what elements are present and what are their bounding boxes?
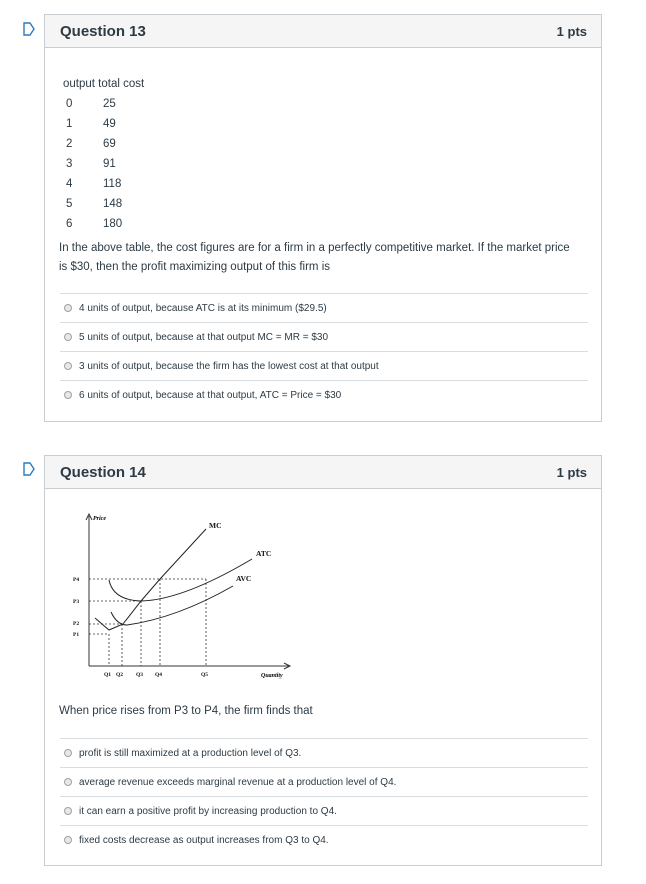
mc-curve bbox=[95, 529, 206, 630]
table-row bbox=[63, 114, 144, 134]
answer-label: 5 units of output, because at that output MC = MR = $30 bbox=[79, 331, 329, 343]
answer-option[interactable] bbox=[60, 767, 588, 796]
cost-value: 25 bbox=[103, 98, 116, 110]
answer-option[interactable] bbox=[60, 825, 588, 854]
cost-value: 69 bbox=[103, 138, 116, 150]
question-13-card bbox=[44, 14, 602, 422]
q1-label: Q1 bbox=[104, 672, 112, 678]
question-text: When price rises from P3 to P4, the firm finds that bbox=[59, 705, 313, 717]
atc-label: ATC bbox=[256, 549, 272, 558]
question-points: 1 pts bbox=[556, 464, 587, 480]
p4-label: P4 bbox=[73, 577, 80, 583]
radio-button[interactable] bbox=[64, 749, 72, 757]
radio-button[interactable] bbox=[64, 362, 72, 370]
output-value: 4 bbox=[66, 178, 73, 190]
table-row bbox=[63, 94, 144, 114]
answer-label: 4 units of output, because ATC is at its minimum ($29.5) bbox=[79, 302, 327, 314]
table-row bbox=[63, 154, 144, 174]
radio-button[interactable] bbox=[64, 333, 72, 341]
cost-value: 118 bbox=[103, 178, 122, 190]
bookmark-flag-icon[interactable] bbox=[22, 462, 36, 476]
output-value: 1 bbox=[66, 118, 73, 130]
output-value: 2 bbox=[66, 138, 73, 150]
output-value: 5 bbox=[66, 198, 73, 210]
answer-option[interactable] bbox=[60, 351, 588, 380]
answer-option[interactable] bbox=[60, 738, 588, 767]
cost-value: 91 bbox=[103, 158, 116, 170]
output-value: 3 bbox=[66, 158, 73, 170]
cost-value: 180 bbox=[103, 218, 123, 230]
p3-label: P3 bbox=[73, 599, 80, 605]
question-14-header bbox=[45, 456, 601, 489]
answer-label: fixed costs decrease as output increases from Q3 to Q4. bbox=[79, 834, 329, 846]
q3-label: Q3 bbox=[136, 672, 144, 678]
question-14-card bbox=[44, 455, 602, 866]
table-row bbox=[63, 214, 144, 234]
radio-button[interactable] bbox=[64, 304, 72, 312]
q4-label: Q4 bbox=[155, 672, 163, 678]
question-title: Question 13 bbox=[60, 22, 146, 40]
y-axis-label: Price bbox=[93, 516, 106, 522]
cost-curves-graph bbox=[65, 508, 295, 683]
q2-label: Q2 bbox=[116, 672, 124, 678]
radio-button[interactable] bbox=[64, 836, 72, 844]
table-row bbox=[63, 174, 144, 194]
radio-button[interactable] bbox=[64, 778, 72, 786]
p2-label: P2 bbox=[73, 621, 80, 627]
avc-label: AVC bbox=[236, 574, 252, 583]
table-row bbox=[63, 134, 144, 154]
question-text: In the above table, the cost figures are for a firm in a perfectly competitive market. If the market price is $30, then the profit maximizing output of this firm is bbox=[59, 242, 570, 273]
cost-value: 148 bbox=[103, 198, 123, 210]
radio-button[interactable] bbox=[64, 807, 72, 815]
answer-label: profit is still maximized at a production level of Q3. bbox=[79, 747, 302, 759]
q5-label: Q5 bbox=[201, 672, 209, 678]
p1-label: P1 bbox=[73, 632, 80, 638]
atc-curve bbox=[109, 559, 252, 601]
answer-option[interactable] bbox=[60, 796, 588, 825]
answer-label: average revenue exceeds marginal revenue at a production level of Q4. bbox=[79, 776, 397, 788]
answer-label: 3 units of output, because the firm has the lowest cost at that output bbox=[79, 360, 379, 372]
radio-button[interactable] bbox=[64, 391, 72, 399]
table-row bbox=[63, 194, 144, 214]
cost-table-header: output total cost bbox=[63, 78, 145, 90]
mc-label: MC bbox=[209, 521, 222, 530]
answer-option[interactable] bbox=[60, 380, 588, 409]
cost-value: 49 bbox=[103, 118, 116, 130]
question-13-header bbox=[45, 15, 601, 48]
bookmark-flag-icon[interactable] bbox=[22, 22, 36, 36]
question-points: 1 pts bbox=[556, 23, 587, 39]
question-title: Question 14 bbox=[60, 463, 146, 481]
avc-curve bbox=[111, 586, 233, 625]
answer-list bbox=[60, 293, 588, 409]
answer-list bbox=[60, 738, 588, 854]
answer-option[interactable] bbox=[60, 322, 588, 351]
output-value: 6 bbox=[66, 218, 73, 230]
answer-label: it can earn a positive profit by increasing production to Q4. bbox=[79, 805, 337, 817]
answer-option[interactable] bbox=[60, 293, 588, 322]
x-axis-label: Quantity bbox=[261, 673, 283, 679]
output-value: 0 bbox=[66, 98, 73, 110]
answer-label: 6 units of output, because at that output, ATC = Price = $30 bbox=[79, 389, 342, 401]
cost-table bbox=[63, 78, 144, 234]
